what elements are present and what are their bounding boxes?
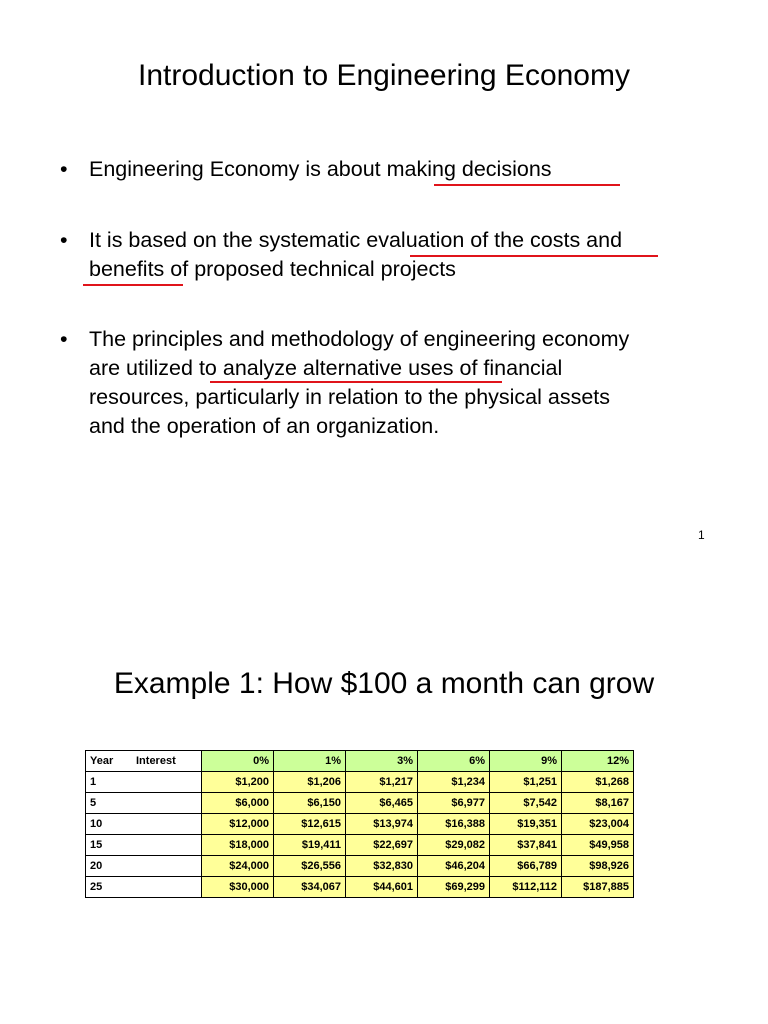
- value-cell: $6,150: [274, 793, 346, 814]
- header-label-cell: [86, 751, 202, 772]
- value-cell: $29,082: [418, 835, 490, 856]
- rate-header: 0%: [202, 751, 274, 772]
- bullet-3-line-2: [89, 354, 562, 383]
- value-cell: $187,885: [562, 877, 634, 898]
- year-header: Year: [90, 755, 114, 767]
- bullet-text: It is based on the systematic: [89, 228, 367, 252]
- rate-header: 1%: [274, 751, 346, 772]
- bullet-3-line-3: [89, 383, 610, 412]
- value-cell: $22,697: [346, 835, 418, 856]
- year-cell: 15: [86, 835, 202, 856]
- value-cell: $23,004: [562, 814, 634, 835]
- bullet-1-line-1: [89, 155, 552, 184]
- value-cell: $32,830: [346, 856, 418, 877]
- rate-header: 3%: [346, 751, 418, 772]
- value-cell: $26,556: [274, 856, 346, 877]
- bullet-text: of proposed technical projects: [164, 257, 456, 281]
- year-cell: 10: [86, 814, 202, 835]
- value-cell: $66,789: [490, 856, 562, 877]
- value-cell: $6,977: [418, 793, 490, 814]
- bullet-text: are utilized: [89, 356, 199, 380]
- bullet-dot: •: [60, 157, 68, 181]
- value-cell: $30,000: [202, 877, 274, 898]
- rate-header: 12%: [562, 751, 634, 772]
- bullet-2-line-2: [89, 255, 456, 284]
- year-cell: 1: [86, 772, 202, 793]
- value-cell: $6,000: [202, 793, 274, 814]
- value-cell: $24,000: [202, 856, 274, 877]
- rate-header: 6%: [418, 751, 490, 772]
- value-cell: $1,200: [202, 772, 274, 793]
- red-underline: [434, 184, 620, 186]
- value-cell: $8,167: [562, 793, 634, 814]
- table-row: [86, 772, 634, 793]
- value-cell: $1,217: [346, 772, 418, 793]
- table-row: [86, 856, 634, 877]
- bullet-text: resources, particularly in relation to the physical assets: [89, 385, 611, 409]
- bullet-text: The principles and methodology of engineering economy: [89, 327, 630, 351]
- bullet-text: and: [580, 228, 623, 252]
- rate-header: 9%: [490, 751, 562, 772]
- value-cell: $19,351: [490, 814, 562, 835]
- value-cell: $1,206: [274, 772, 346, 793]
- value-cell: $34,067: [274, 877, 346, 898]
- growth-table: [85, 750, 634, 898]
- year-cell: 5: [86, 793, 202, 814]
- value-cell: $18,000: [202, 835, 274, 856]
- bullet-text: and the operation of an organization.: [89, 414, 440, 438]
- bullet-text: Engineering Economy is about: [89, 157, 387, 181]
- value-cell: $98,926: [562, 856, 634, 877]
- value-cell: $1,234: [418, 772, 490, 793]
- table-row: [86, 835, 634, 856]
- table-header-row: [86, 751, 634, 772]
- bullet-text: of financial: [453, 356, 563, 380]
- red-underline: [83, 284, 183, 286]
- value-cell: $19,411: [274, 835, 346, 856]
- value-cell: $12,000: [202, 814, 274, 835]
- example-title: Example 1: How $100 a month can grow: [113, 667, 655, 700]
- value-cell: $46,204: [418, 856, 490, 877]
- table-row: [86, 793, 634, 814]
- year-cell: 25: [86, 877, 202, 898]
- bullet-dot: •: [60, 228, 68, 252]
- value-cell: $44,601: [346, 877, 418, 898]
- value-cell: $37,841: [490, 835, 562, 856]
- slide-title: Introduction to Engineering Economy: [138, 59, 630, 92]
- table-row: [86, 877, 634, 898]
- underlined-phrase: making decisions: [386, 157, 552, 181]
- bullet-2-line-1: [89, 226, 622, 255]
- page-number: 1: [698, 528, 705, 542]
- table-row: [86, 814, 634, 835]
- value-cell: $6,465: [346, 793, 418, 814]
- year-cell: 20: [86, 856, 202, 877]
- value-cell: $1,251: [490, 772, 562, 793]
- value-cell: $13,974: [346, 814, 418, 835]
- underlined-phrase: evaluation of the costs: [366, 228, 581, 252]
- value-cell: $12,615: [274, 814, 346, 835]
- value-cell: $1,268: [562, 772, 634, 793]
- value-cell: $16,388: [418, 814, 490, 835]
- bullet-3-line-4: [89, 412, 439, 441]
- value-cell: $49,958: [562, 835, 634, 856]
- bullet-dot: •: [60, 327, 68, 351]
- underlined-phrase: benefits: [89, 257, 165, 281]
- value-cell: $69,299: [418, 877, 490, 898]
- value-cell: $7,542: [490, 793, 562, 814]
- interest-header: Interest: [136, 755, 176, 767]
- bullet-3-line-1: [89, 325, 629, 354]
- underlined-phrase: to analyze alternative uses: [198, 356, 454, 380]
- value-cell: $112,112: [490, 877, 562, 898]
